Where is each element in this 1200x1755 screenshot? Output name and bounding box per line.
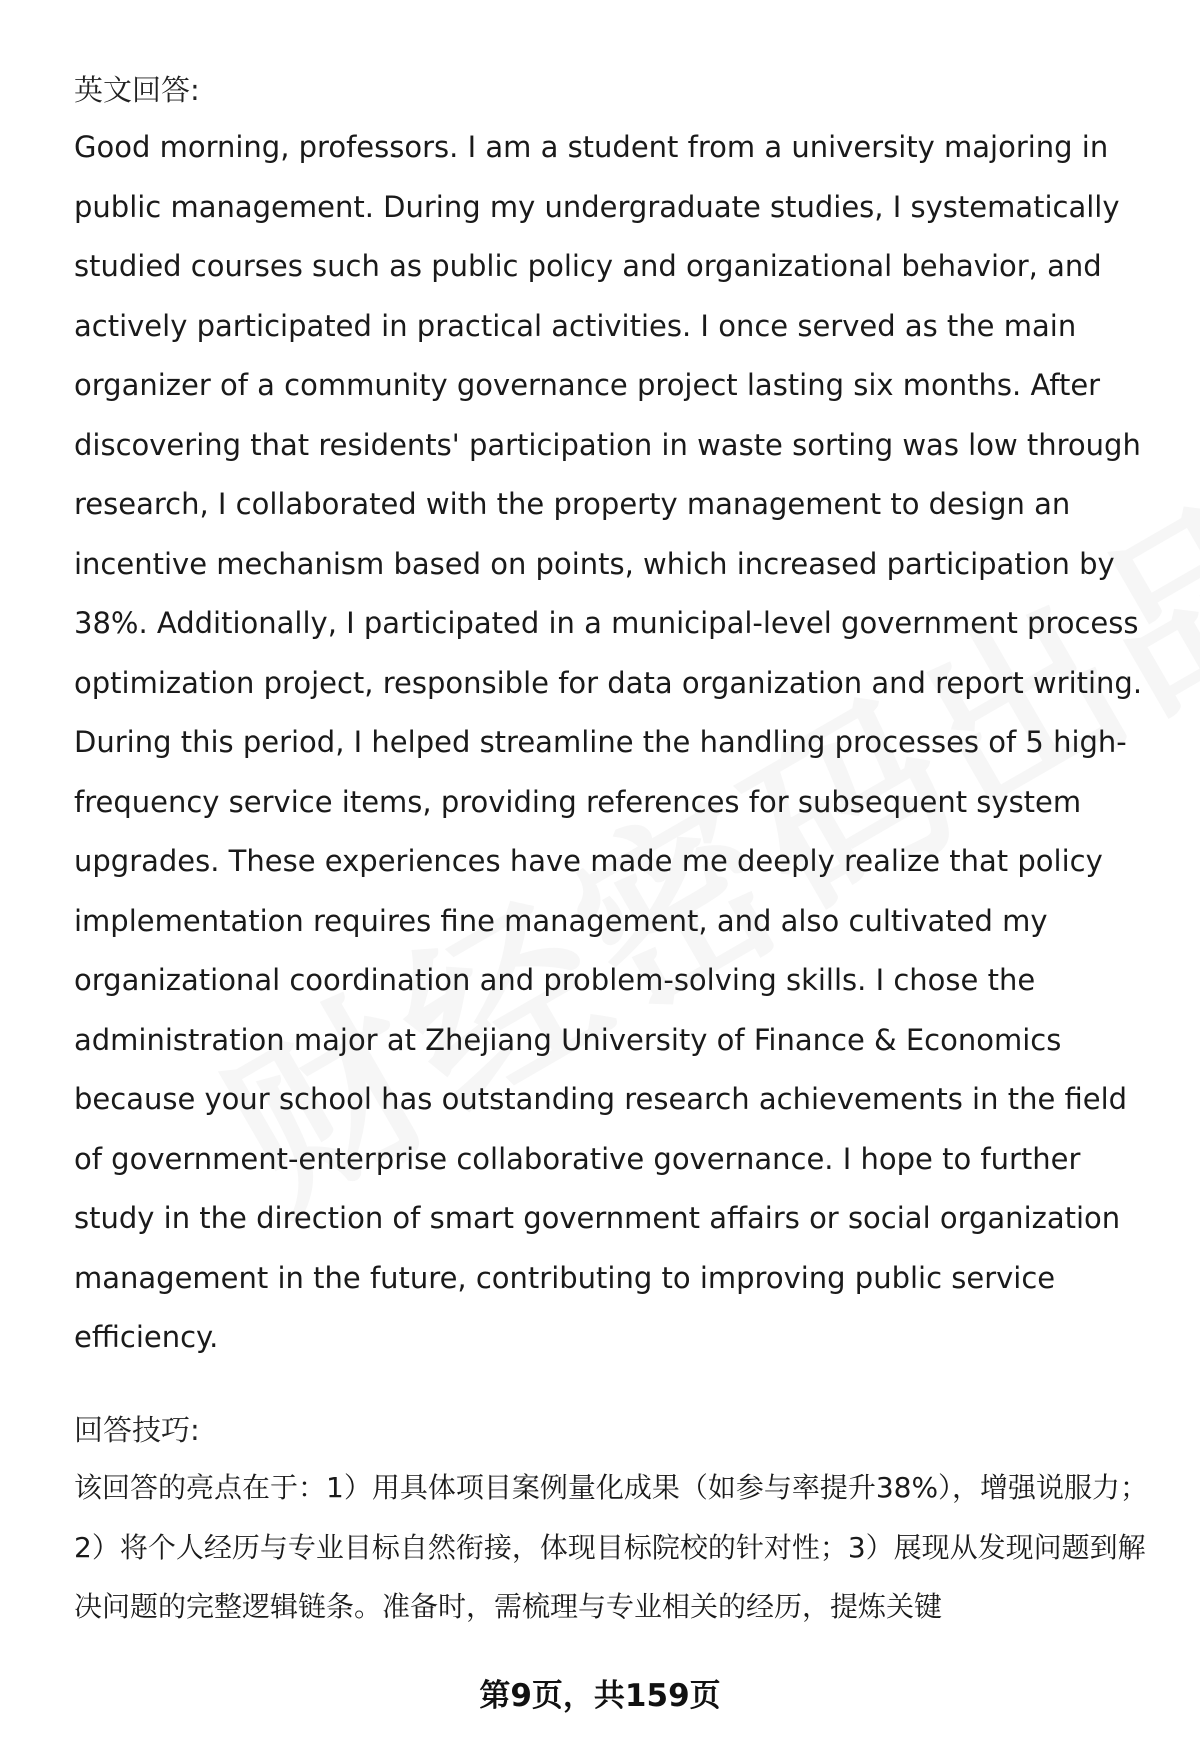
tips-heading: 回答技巧: (74, 1413, 200, 1447)
answer-heading: 英文回答: (74, 73, 200, 107)
answer-body-text: Good morning, professors. I am a student from a university majoring in public management. During my undergraduate studies, I systematically studied courses such as public policy and organizational behavior, and actively participated in practical activities. I once served as the main organizer of a community governance project lasting six months. After discovering that residents' participation in waste sorting was low through research, I collaborated with the property management to design an incentive mechanism based on points, which increased participation by 38%. Additionally, I participated in a municipal-level government process optimization project, responsible for data organization and report writing. During this period, I helped streamline the handling processes of 5 high-frequency service items, providing references for subsequent system upgrades. These experiences have made me deeply realize that policy implementation requires fine management, and also cultivated my organizational coordination and problem-solving skills. I chose the administration major at Zhejiang University of Finance & Economics because your school has outstanding research achievements in the field of government-enterprise collaborative governance. I hope to further study in the direction of smart government affairs or social organization management in the future, contributing to improving public service efficiency. (74, 130, 1143, 1354)
page-number: 第9页，共159页 (479, 1678, 721, 1714)
tips-body-text: 该回答的亮点在于：1）用具体项目案例量化成果（如参与率提升38%），增强说服力；2）将个人经历与专业目标自然衔接，体现目标院校的针对性；3）展现从发现问题到解决问题的完整逻辑链条。准备时，需梳理与专业相关的经历，提炼关键 (74, 1471, 1149, 1623)
